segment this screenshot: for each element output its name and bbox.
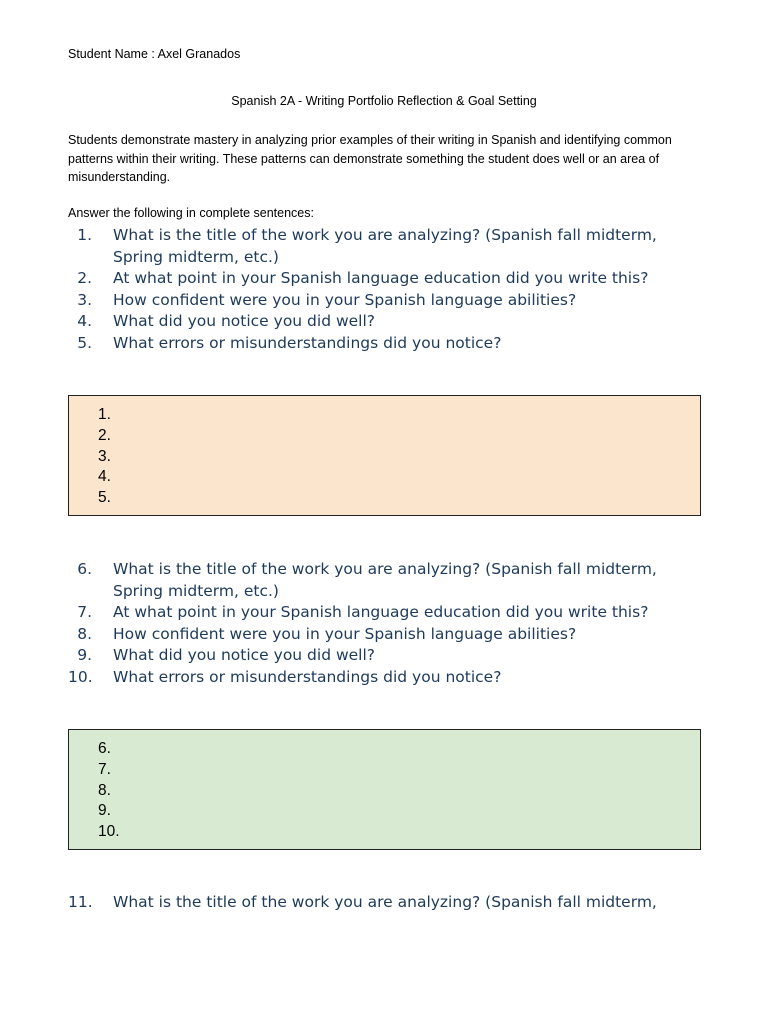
answer-line[interactable]: 6. <box>98 740 111 757</box>
question-item <box>68 602 708 624</box>
question-number: 6. <box>77 560 92 578</box>
student-name: Student Name : Axel Granados <box>68 47 241 61</box>
answer-line[interactable]: 8. <box>98 781 111 799</box>
question-text: At what point in your Spanish language education did you write this? <box>113 269 649 288</box>
answer-line[interactable]: 10. <box>98 823 120 841</box>
question-item <box>68 268 708 290</box>
answer-box-2[interactable] <box>68 729 701 850</box>
question-item <box>68 559 708 602</box>
question-text: At what point in your Spanish language education did you write this? <box>113 603 649 622</box>
question-item <box>68 225 708 268</box>
document-title: Spanish 2A - Writing Portfolio Reflection & Goal Setting <box>231 94 537 108</box>
intro-paragraph: Students demonstrate mastery in analyzing prior examples of their writing in Spanish and identifying common patterns within their writing. These patterns can demonstrate something the student does well or an area of misunderstanding. <box>68 133 672 184</box>
question-number: 1. <box>77 226 92 244</box>
question-text: What is the title of the work you are analyzing? (Spanish fall midterm, Spring midterm, etc.) <box>113 226 657 266</box>
question-item <box>68 333 708 355</box>
question-text: How confident were you in your Spanish language abilities? <box>113 290 577 309</box>
question-item <box>68 624 708 646</box>
question-list-1 <box>68 225 708 355</box>
question-list-2 <box>68 559 708 689</box>
question-number: 4. <box>77 312 92 331</box>
question-text: What did you notice you did well? <box>113 312 376 331</box>
answer-line[interactable]: 9. <box>98 802 111 820</box>
question-number: 5. <box>77 333 92 352</box>
question-item <box>68 645 708 667</box>
answer-line[interactable]: 2. <box>98 426 111 444</box>
answer-line[interactable]: 4. <box>98 468 111 486</box>
answer-line[interactable]: 5. <box>98 489 111 507</box>
question-text: What errors or misunderstandings did you notice? <box>113 667 502 686</box>
question-number: 10. <box>68 667 93 686</box>
answer-line[interactable]: 1. <box>98 406 111 423</box>
answer-box-1[interactable] <box>68 395 701 516</box>
question-item <box>68 667 708 689</box>
question-number: 2. <box>77 269 92 288</box>
question-text: How confident were you in your Spanish language abilities? <box>113 624 577 643</box>
question-item <box>68 290 708 312</box>
question-text: What errors or misunderstandings did you notice? <box>113 333 502 352</box>
question-number: 11. <box>68 893 93 911</box>
answer-line[interactable]: 7. <box>98 760 111 778</box>
answer-line[interactable]: 3. <box>98 447 111 465</box>
question-text: What is the title of the work you are analyzing? (Spanish fall midterm, <box>113 893 657 911</box>
question-text: What is the title of the work you are analyzing? (Spanish fall midterm, Spring midterm, etc.) <box>113 560 657 600</box>
instruction-text: Answer the following in complete sentences: <box>68 206 314 220</box>
question-number: 3. <box>77 290 92 309</box>
question-text: What did you notice you did well? <box>113 646 376 665</box>
question-list-3 <box>68 892 708 914</box>
question-item <box>68 892 708 914</box>
question-number: 8. <box>77 624 92 643</box>
question-item <box>68 311 708 333</box>
question-number: 7. <box>77 603 92 622</box>
question-number: 9. <box>77 646 92 665</box>
